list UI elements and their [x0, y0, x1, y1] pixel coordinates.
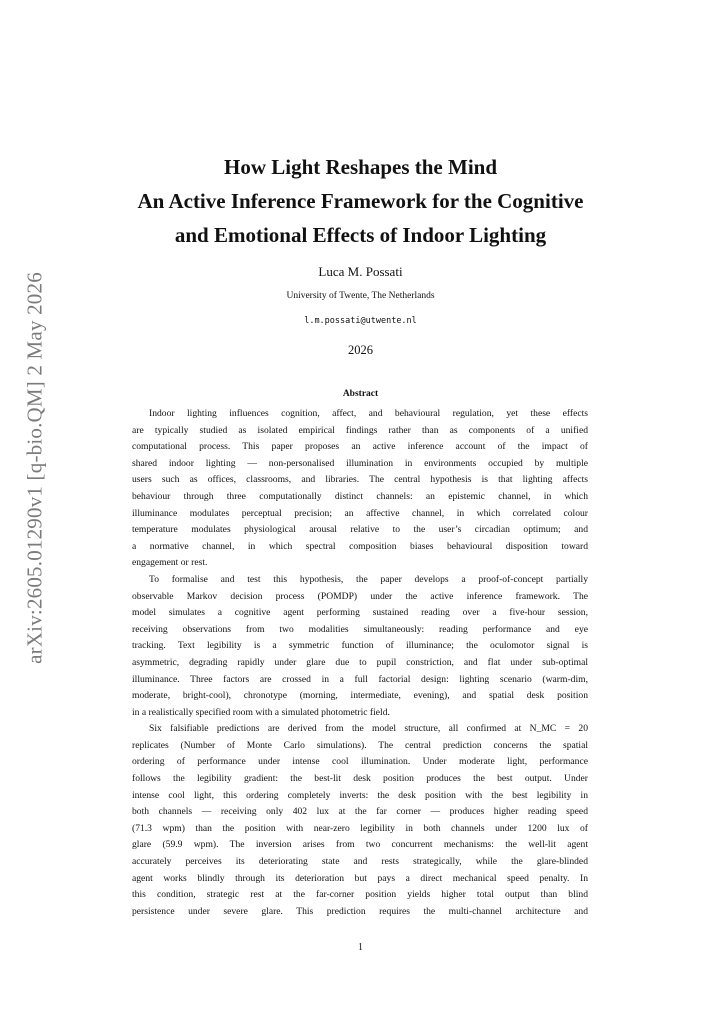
abstract-line: a normative channel, in which spectral composition biases behavioural disposition toward	[132, 540, 588, 552]
abstract-line: shared indoor lighting — non-personalised illumination in environments occupied by multiple	[132, 457, 588, 469]
abstract-body	[132, 406, 588, 920]
abstract-line: replicates (Number of Monte Carlo simulations). The central prediction concerns the spatial	[132, 739, 588, 751]
abstract-heading: Abstract	[342, 389, 379, 399]
abstract-line: To formalise and test this hypothesis, the paper develops a proof-of-concept partially	[149, 573, 588, 585]
abstract-line: illuminance. Three factors are crossed in a full factorial design: lighting scenario (warm-dim,	[132, 673, 588, 685]
page-number: 1	[358, 942, 363, 953]
abstract-line: are typically studied as isolated empirical findings rather than as components of a unified	[132, 424, 588, 436]
abstract-line: agent works blindly through its deterioration but pays a direct mechanical speed penalty. In	[132, 872, 588, 884]
abstract-line: accurately perceives its deteriorating state and rests strategically, while the glare-blinded	[132, 856, 588, 868]
abstract-line: Indoor lighting influences cognition, affect, and behavioural regulation, yet these effects	[149, 408, 588, 419]
title-line-2: An Active Inference Framework for the Cognitive	[137, 189, 584, 213]
abstract-line: moderate, bright-cool), chronotype (morning, intermediate, evening), and spatial desk position	[132, 690, 588, 702]
abstract-line: tracking. Text legibility is a symmetric function of illuminance; the oculomotor signal is	[132, 640, 588, 652]
abstract-line: Six falsifiable predictions are derived from the model structure, all confirmed at N_MC = 20	[149, 723, 588, 735]
abstract-line: intense cool light, this ordering completely inverts: the desk position with the best legibility in	[132, 789, 588, 801]
abstract-line: illuminance modulates perceptual precision; an affective channel, in which correlated colour	[132, 507, 588, 519]
abstract-line: follows the legibility gradient: the best-lit desk position produces the best output. Under	[132, 773, 588, 785]
abstract-line: glare (59.9 wpm). The inversion arises from two concurrent mechanisms: the well-lit agent	[132, 839, 588, 851]
abstract-line: in a realistically specified room with a simulated photometric field.	[132, 706, 390, 718]
author-affiliation: University of Twente, The Netherlands	[286, 291, 435, 301]
title-line-3: and Emotional Effects of Indoor Lighting	[174, 223, 547, 247]
abstract-line: this condition, strategic rest at the far-corner position yields higher total output than blind	[132, 889, 588, 901]
abstract-line: persistence under severe glare. This prediction requires the multi-channel architecture and	[132, 905, 588, 917]
abstract-line: temperature modulates physiological arousal relative to the user’s circadian optimum; and	[132, 524, 588, 536]
abstract-line: (71.3 wpm) than the position with near-zero legibility in both channels under 1200 lux of	[132, 822, 588, 834]
paper-title	[0, 150, 721, 252]
abstract-line: observable Markov decision process (POMDP) under the active inference framework. The	[132, 590, 588, 602]
publication-year: 2026	[348, 343, 373, 357]
abstract-line: behaviour through three computationally distinct channels: an epistemic channel, in which	[132, 490, 588, 502]
abstract-line: computational process. This paper proposes an active inference account of the impact of	[132, 441, 588, 453]
abstract-line: both channels — receiving only 402 lux at the far corner — produces higher reading speed	[132, 806, 588, 818]
abstract-line: ordering of performance under intense cool illumination. Under moderate light, performance	[132, 756, 588, 768]
author-name: Luca M. Possati	[318, 264, 403, 279]
abstract-line: asymmetric, degrading rapidly under glare due to pupil constriction, and flat under sub-optimal	[132, 656, 588, 668]
author-email: l.m.possati@utwente.nl	[304, 316, 417, 326]
arxiv-identifier: arXiv:2605.01290v1 [q-bio.QM] 2 May 2026	[22, 272, 47, 664]
abstract-line: model simulates a cognitive agent performing sustained reading over a five-hour session,	[132, 607, 588, 619]
title-line-1: How Light Reshapes the Mind	[223, 155, 498, 179]
abstract-line: engagement or rest.	[132, 557, 208, 569]
abstract-line: receiving observations from two modalities simultaneously: reading performance and eye	[132, 623, 588, 635]
abstract-line: users such as offices, classrooms, and libraries. The central hypothesis is that lighting affects	[132, 474, 588, 486]
